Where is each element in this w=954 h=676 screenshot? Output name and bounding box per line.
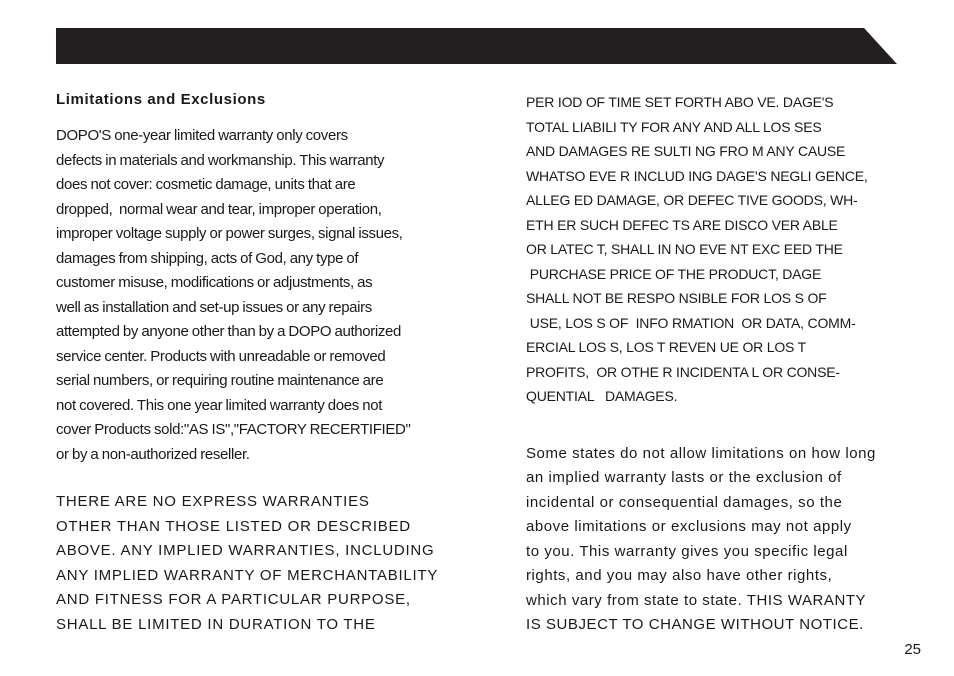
text-line: above limitations or exclusions may not apply (526, 518, 852, 535)
text-line: THERE ARE NO EXPRESS WARRANTIES (56, 493, 370, 510)
text-line: does not cover: cosmetic damage, units that are (56, 176, 356, 193)
page-number: 25 (904, 641, 921, 658)
text-line: or by a non-authorized reseller. (56, 445, 250, 463)
text-line: USE, LOS S OF INFO RMATION OR DATA, COMM- (526, 314, 856, 331)
text-line: an implied warranty lasts or the exclusion of (526, 469, 842, 486)
text-line: IS SUBJECT TO CHANGE WITHOUT NOTICE. (526, 616, 864, 633)
text-line: cover Products sold:"AS IS","FACTORY RECERTIFIED" (56, 421, 411, 438)
text-line: dropped, normal wear and tear, improper operation, (56, 200, 382, 218)
text-line: WHATSO EVE R INCLUD ING DAGE'S NEGLI GENCE, (526, 167, 868, 184)
text-line: ETH ER SUCH DEFEC TS ARE DISCO VER ABLE (526, 216, 838, 233)
text-line: service center. Products with unreadable or removed (56, 347, 386, 365)
text-line: DOPO'S one-year limited warranty only covers (56, 127, 348, 144)
text-line: SHALL NOT BE RESPO NSIBLE FOR LOS S OF (526, 290, 827, 306)
text-line: SHALL BE LIMITED IN DURATION TO THE (56, 615, 376, 633)
text-line: AND DAMAGES RE SULTI NG FRO M ANY CAUSE (526, 143, 846, 159)
liability-paragraph (526, 90, 926, 409)
state-rights-paragraph (526, 442, 926, 638)
text-line: OTHER THAN THOSE LISTED OR DESCRIBED (56, 517, 411, 535)
text-line: defects in materials and workmanship. This warranty (56, 151, 385, 169)
text-line: improper voltage supply or power surges, signal issues, (56, 225, 403, 242)
text-line: PURCHASE PRICE OF THE PRODUCT, DAGE (526, 265, 822, 282)
text-line: which vary from state to state. THIS WARANTY (526, 591, 867, 609)
text-line: ANY IMPLIED WARRANTY OF MERCHANTABILITY (56, 566, 439, 584)
text-line: ALLEG ED DAMAGE, OR DEFEC TIVE GOODS, WH- (526, 192, 858, 208)
text-line: damages from shipping, acts of God, any type of (56, 249, 359, 267)
text-line: QUENTIAL DAMAGES. (526, 388, 678, 404)
text-line: Some states do not allow limitations on how long (526, 444, 876, 462)
text-line: not covered. This one year limited warranty does not (56, 396, 383, 414)
text-line: rights, and you may also have other rights, (526, 567, 833, 584)
warranty-coverage-paragraph (56, 124, 496, 467)
text-line: PER IOD OF TIME SET FORTH ABO VE. DAGE'S (526, 94, 834, 110)
text-line: to you. This warranty gives you specific legal (526, 542, 848, 560)
text-line: attempted by anyone other than by a DOPO authorized (56, 323, 402, 340)
header-bar (56, 28, 897, 64)
text-line: well as installation and set-up issues or any repairs (56, 298, 372, 316)
right-column (526, 90, 926, 638)
text-line: serial numbers, or requiring routine maintenance are (56, 372, 384, 389)
text-line: ERCIAL LOS S, LOS T REVEN UE OR LOS T (526, 339, 806, 355)
left-column (56, 90, 496, 637)
express-warranties-paragraph (56, 490, 496, 637)
text-line: PROFITS, OR OTHE R INCIDENTA L OR CONSE- (526, 363, 840, 380)
text-line: incidental or consequential damages, so the (526, 493, 843, 511)
text-line: OR LATEC T, SHALL IN NO EVE NT EXC EED THE (526, 241, 843, 257)
text-line: TOTAL LIABILI TY FOR ANY AND ALL LOS SES (526, 118, 822, 135)
section-heading: Limitations and Exclusions (56, 91, 266, 108)
text-line: ABOVE. ANY IMPLIED WARRANTIES, INCLUDING (56, 542, 435, 559)
text-line: AND FITNESS FOR A PARTICULAR PURPOSE, (56, 591, 411, 608)
text-line: customer misuse, modifications or adjustments, as (56, 274, 373, 291)
